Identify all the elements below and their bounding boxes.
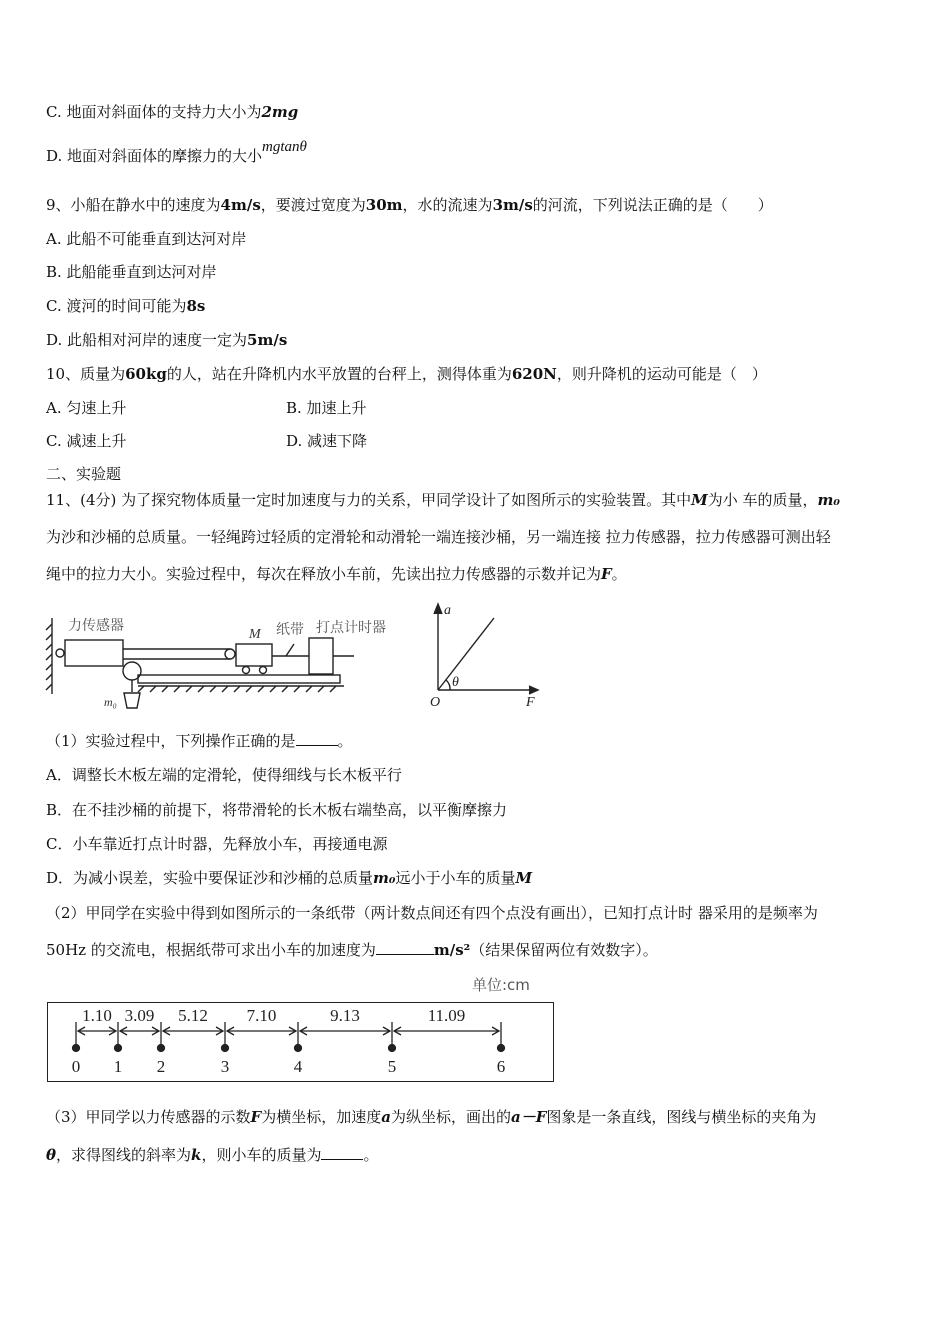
part1-option-d: D．为减小误差，实验中要保证沙和沙桶的总质量m₀远小于小车的质量M [46,869,533,887]
apparatus-figure [44,602,404,716]
q9-option-b: B. 此船能垂直到达河对岸 [46,263,217,281]
tape-unit-label: 单位:cm [472,976,530,994]
cart-label: M [249,627,261,642]
tape-point-label: 2 [156,1057,166,1076]
sensor-label: 力传感器 [68,618,124,634]
q8-option-d: D. 地面对斜面体的摩擦力的大小mgtanθ [46,139,307,165]
q8-option-c: C. 地面对斜面体的支持力大小为2mg [46,103,299,121]
tape-segment-label: 11.09 [427,1006,466,1025]
part2-line1: （2）甲同学在实验中得到如图所示的一条纸带（两计数点间还有四个点没有画出），已知打点计时 器采用的是频率为 [46,904,818,922]
q9-stem: 9、小船在静水中的速度为4m/s，要渡过宽度为30m，水的流速为3m/s的河流，下列说法正确的是（ ） [46,196,773,214]
q10-options-row1 [46,398,367,418]
tape-point [115,1045,122,1052]
graph-x-label: F [526,695,535,710]
q11-stem-line3: 绳中的拉力大小。实验过程中，每次在释放小车前，先读出拉力传感器的示数并记为F。 [46,565,627,583]
tape-point-label: 6 [496,1057,506,1076]
q10-option-b: B. 加速上升 [286,399,367,417]
tape-segment-label: 9.13 [330,1006,360,1025]
tape-point [222,1045,229,1052]
graph-y-label: a [444,603,451,618]
tape-segment-label: 1.10 [82,1006,112,1025]
q10-option-d: D. 减速下降 [286,432,368,450]
graph-angle-label: θ [452,675,459,690]
tape-point-label: 1 [113,1057,123,1076]
tape-point-label: 3 [220,1057,230,1076]
part3-line1: （3）甲同学以力传感器的示数F为横坐标，加速度a为纵坐标，画出的a－F图象是一条直线，图线与横坐标的夹角为 [46,1108,817,1126]
tape-point [73,1045,80,1052]
part1-option-a: A．调整长木板左端的定滑轮，使得细线与长木板平行 [46,766,402,784]
graph-origin-label: O [430,695,441,710]
q10-stem: 10、质量为60kg的人，站在升降机内水平放置的台秤上，测得体重为620N，则升降机的运动可能是（ ） [46,365,767,383]
tape-segment-label: 7.10 [246,1006,277,1025]
tape-point [389,1045,396,1052]
af-graph [424,600,550,712]
q10-option-a: A. 匀速上升 [46,399,127,417]
q10-options-row2 [46,431,368,451]
part1-option-c: C．小车靠近打点计时器，先释放小车，再接通电源 [46,835,388,853]
tape-point [158,1045,165,1052]
q11-stem-line1: 11、(4分) 为了探究物体质量一定时加速度与力的关系，甲同学设计了如图所示的实验装置。其中M为小 车的质量，m₀ [46,491,840,509]
timer-label: 打点计时器 [316,620,386,636]
q9-option-c: C. 渡河的时间可能为8s [46,297,206,315]
bucket-label: m₀ [104,695,117,709]
q10-option-c: C. 减速上升 [46,432,127,450]
tape-segment-label: 5.12 [178,1006,208,1025]
tape-segment-label: 3.09 [124,1006,155,1025]
tape-point-label: 4 [293,1057,303,1076]
part1-stem: （1）实验过程中，下列操作正确的是 。 [46,732,353,750]
tape-point [295,1045,302,1052]
q9-option-d: D. 此船相对河岸的速度一定为5m/s [46,331,288,349]
tape-point-label: 5 [387,1057,397,1076]
section-heading: 二、实验题 [46,465,122,483]
part1-option-b: B．在不挂沙桶的前提下，将带滑轮的长木板右端垫高，以平衡摩擦力 [46,801,508,819]
q11-stem-line2: 为沙和沙桶的总质量。一轻绳跨过轻质的定滑轮和动滑轮一端连接沙桶，另一端连接 拉力传感器，拉力传感器可测出轻 [46,528,831,546]
tape-point-label: 0 [71,1057,81,1076]
paper-tape [47,1002,555,1082]
tape-label: 纸带 [276,622,304,638]
part3-line2: θ，求得图线的斜率为k，则小车的质量为 。 [46,1146,379,1164]
part2-line2: 50Hz 的交流电，根据纸带可求出小车的加速度为 m/s²（结果保留两位有效数字）。 [46,941,658,959]
tape-point [498,1045,505,1052]
q9-option-a: A. 此船不可能垂直到达河对岸 [46,230,247,248]
